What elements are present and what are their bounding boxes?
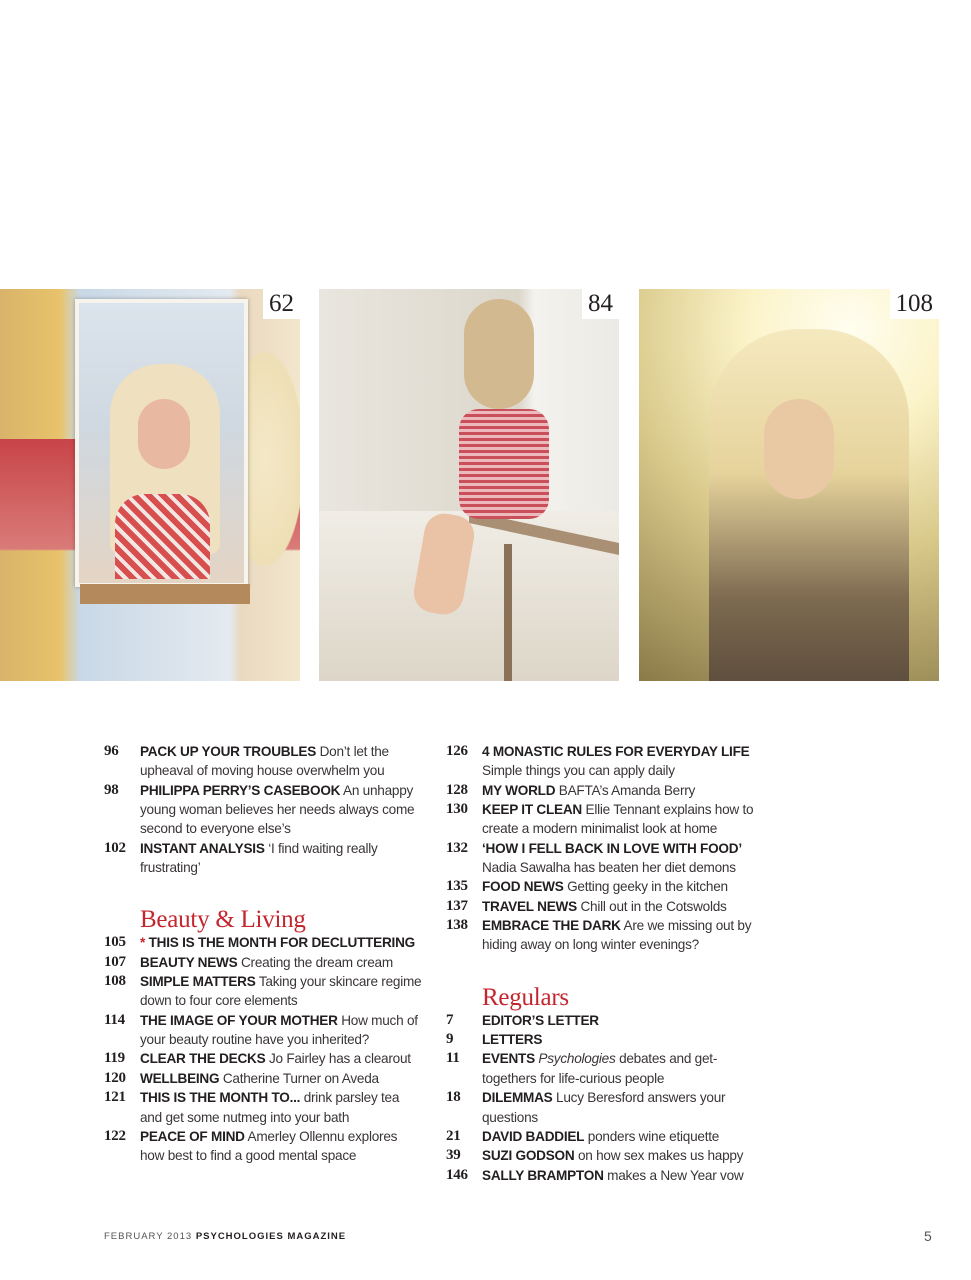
photo-detail xyxy=(709,329,909,681)
entry-title: PEACE OF MIND xyxy=(140,1128,245,1144)
entry-description: Simple things you can apply daily xyxy=(482,763,675,779)
entry-text xyxy=(140,839,422,878)
entry-text xyxy=(140,781,422,839)
entry-page-number: 130 xyxy=(446,801,468,818)
photo-detail xyxy=(504,544,512,681)
contents-entry[interactable] xyxy=(446,1127,756,1146)
photo-detail xyxy=(459,409,549,519)
entry-text xyxy=(140,933,422,952)
entry-title: TRAVEL NEWS xyxy=(482,898,577,914)
entry-page-number: 98 xyxy=(104,781,119,798)
contents-entry[interactable] xyxy=(446,781,756,800)
entry-title: SUZI GODSON xyxy=(482,1148,575,1164)
entry-text xyxy=(482,781,756,800)
contents-entry[interactable] xyxy=(446,1030,756,1049)
entry-description: ‘I find waiting really frustrating’ xyxy=(140,840,378,876)
entry-description: debates and get-togethers for life-curious people xyxy=(482,1051,718,1086)
entry-title: EDITOR’S LETTER xyxy=(482,1012,599,1028)
entry-page-number: 138 xyxy=(446,917,468,934)
entry-page-number: 18 xyxy=(446,1089,461,1106)
entry-page-number: 108 xyxy=(104,973,126,990)
footer-credit xyxy=(104,1231,346,1242)
entry-title: KEEP IT CLEAN xyxy=(482,802,582,818)
entry-description: Amerley Ollennu explores how best to find a good mental space xyxy=(140,1128,398,1164)
contents-entry[interactable] xyxy=(446,877,756,896)
entry-description: drink parsley tea and get some nutmeg into your bath xyxy=(140,1090,400,1125)
entry-description: Getting geeky in the kitchen xyxy=(567,879,728,895)
entry-title: DAVID BADDIEL xyxy=(482,1128,585,1144)
entry-text xyxy=(482,877,756,896)
contents-entry[interactable] xyxy=(104,953,422,972)
entry-title: DILEMMAS xyxy=(482,1090,553,1106)
entry-title: INSTANT ANALYSIS xyxy=(140,840,265,856)
entry-text xyxy=(140,1088,422,1127)
entry-page-number: 135 xyxy=(446,878,468,895)
entry-title: EVENTS xyxy=(482,1051,535,1067)
entry-title: BEAUTY NEWS xyxy=(140,954,238,970)
footer-magazine: PSYCHOLOGIES MAGAZINE xyxy=(195,1231,347,1242)
entry-description: Lucy Beresford answers your questions xyxy=(482,1090,726,1125)
section-title-beauty-living: Beauty & Living xyxy=(140,906,306,934)
entry-text xyxy=(140,1049,422,1068)
contents-entry[interactable] xyxy=(446,1146,756,1165)
entry-page-number: 21 xyxy=(446,1127,461,1144)
entry-page-number: 105 xyxy=(104,934,126,951)
entry-title: CLEAR THE DECKS xyxy=(140,1051,266,1067)
entry-page-number: 132 xyxy=(446,839,468,856)
contents-entry[interactable] xyxy=(446,1088,756,1127)
entry-text xyxy=(482,1166,756,1185)
entry-description: Chill out in the Cotswolds xyxy=(580,898,727,914)
entry-title: THE IMAGE OF YOUR MOTHER xyxy=(140,1012,338,1028)
entry-description: BAFTA’s Amanda Berry xyxy=(558,782,696,798)
entry-page-number: 96 xyxy=(104,743,119,759)
entry-page-number: 114 xyxy=(104,1011,125,1028)
entry-description: Taking your skincare regime down to four core elements xyxy=(140,974,422,1009)
entry-description: Ellie Tennant explains how to create a modern minimalist look at home xyxy=(482,802,754,837)
entry-page-number: 128 xyxy=(446,781,468,798)
entry-page-number: 119 xyxy=(104,1050,125,1067)
entry-text xyxy=(482,1088,756,1127)
photo-detail xyxy=(115,494,210,579)
contents-entry[interactable] xyxy=(104,1011,422,1050)
entry-page-number: 39 xyxy=(446,1147,461,1164)
contents-entry[interactable] xyxy=(446,1049,756,1088)
entry-description: makes a New Year vow xyxy=(607,1167,744,1183)
photo-woman-mirror xyxy=(0,289,300,681)
contents-entry[interactable] xyxy=(104,933,422,952)
entry-title: MY WORLD xyxy=(482,782,556,798)
entry-page-number: 122 xyxy=(104,1127,126,1144)
entry-description: Are we missing out by hiding away on long winter evenings? xyxy=(482,918,752,953)
entry-title: WELLBEING xyxy=(140,1070,220,1086)
entry-description: Catherine Turner on Aveda xyxy=(222,1070,379,1086)
contents-entry[interactable] xyxy=(104,1088,422,1127)
entry-title: LETTERS xyxy=(482,1032,543,1048)
entry-text xyxy=(140,972,422,1011)
entry-text xyxy=(482,839,756,878)
entry-title: EMBRACE THE DARK xyxy=(482,918,621,934)
entry-description: Creating the dream cream xyxy=(240,954,393,970)
entry-italic: Psychologies xyxy=(538,1051,616,1067)
entry-text xyxy=(482,800,756,839)
photo-page-number: 62 xyxy=(263,289,300,319)
entry-title: FOOD NEWS xyxy=(482,879,564,895)
contents-entry[interactable] xyxy=(446,742,756,781)
entry-text xyxy=(140,742,422,781)
contents-right-column xyxy=(446,742,756,1185)
entry-title: SALLY BRAMPTON xyxy=(482,1167,604,1183)
photo-girl-bench xyxy=(319,289,619,681)
entry-text xyxy=(140,1127,422,1166)
page-number: 5 xyxy=(924,1228,932,1244)
entry-title: 4 MONASTIC RULES FOR EVERYDAY LIFE xyxy=(482,744,750,759)
entry-text xyxy=(482,1146,756,1165)
footer-date: FEBRUARY 2013 xyxy=(104,1231,193,1242)
entry-text xyxy=(140,1011,422,1050)
contents-entry[interactable] xyxy=(104,1049,422,1068)
photo-page-number: 84 xyxy=(582,289,619,319)
photo-detail xyxy=(80,584,250,604)
photo-detail xyxy=(464,299,534,409)
entry-text xyxy=(482,742,756,781)
contents-entry[interactable] xyxy=(104,781,422,839)
entry-title: PHILIPPA PERRY’S CASEBOOK xyxy=(140,782,341,798)
photo-detail xyxy=(138,399,190,469)
section-title-regulars: Regulars xyxy=(482,983,569,1011)
entry-title: SIMPLE MATTERS xyxy=(140,974,256,990)
contents-entry[interactable] xyxy=(104,839,422,878)
entry-page-number: 137 xyxy=(446,897,468,914)
entry-description: Nadia Sawalha has beaten her diet demons xyxy=(482,860,736,876)
entry-page-number: 121 xyxy=(104,1089,126,1106)
contents-entry[interactable] xyxy=(446,916,756,955)
entry-description: How much of your beauty routine have you inherited? xyxy=(140,1012,418,1048)
contents-entry[interactable] xyxy=(446,800,756,839)
entry-description: on how sex makes us happy xyxy=(577,1148,744,1164)
entry-title: THIS IS THE MONTH TO... xyxy=(140,1090,301,1106)
photo-woman-sunlight xyxy=(639,289,939,681)
contents-entry[interactable] xyxy=(446,897,756,916)
photo-detail xyxy=(764,399,834,499)
contents-entry[interactable] xyxy=(446,1011,756,1030)
entry-description: ponders wine etiquette xyxy=(587,1128,720,1144)
contents-entry[interactable] xyxy=(446,839,756,878)
entry-page-number: 107 xyxy=(104,953,126,970)
entry-page-number: 11 xyxy=(446,1050,460,1067)
contents-entry[interactable] xyxy=(104,972,422,1011)
entry-description: Jo Fairley has a clearout xyxy=(268,1051,411,1067)
entry-text xyxy=(482,897,756,916)
entry-text xyxy=(482,1049,756,1088)
entry-text xyxy=(140,1069,422,1088)
entry-description: An unhappy young woman believes her needs always come second to everyone else’s xyxy=(140,782,415,837)
entry-page-number: 120 xyxy=(104,1069,126,1086)
entry-title: THIS IS THE MONTH FOR DECLUTTERING xyxy=(148,935,415,951)
entry-page-number: 9 xyxy=(446,1031,454,1048)
entry-title: ‘HOW I FELL BACK IN LOVE WITH FOOD’ xyxy=(482,840,742,856)
contents-entry[interactable] xyxy=(104,742,422,781)
entry-page-number: 146 xyxy=(446,1166,468,1183)
entry-text xyxy=(140,953,422,972)
contents-left-column xyxy=(104,742,422,1166)
entry-page-number: 126 xyxy=(446,743,468,759)
entry-page-number: 7 xyxy=(446,1011,454,1028)
entry-description: Don’t let the upheaval of moving house overwhelm you xyxy=(140,744,389,779)
contents-entry[interactable] xyxy=(104,1127,422,1166)
entry-text xyxy=(482,916,756,955)
entry-text xyxy=(482,1011,756,1030)
entry-text xyxy=(482,1127,756,1146)
photo-page-number: 108 xyxy=(890,289,940,319)
entry-page-number: 102 xyxy=(104,839,126,856)
contents-entry[interactable] xyxy=(104,1069,422,1088)
entry-title: PACK UP YOUR TROUBLES xyxy=(140,744,317,759)
entry-text xyxy=(482,1030,756,1049)
asterisk-marker: * xyxy=(140,935,146,951)
contents-entry[interactable] xyxy=(446,1166,756,1185)
